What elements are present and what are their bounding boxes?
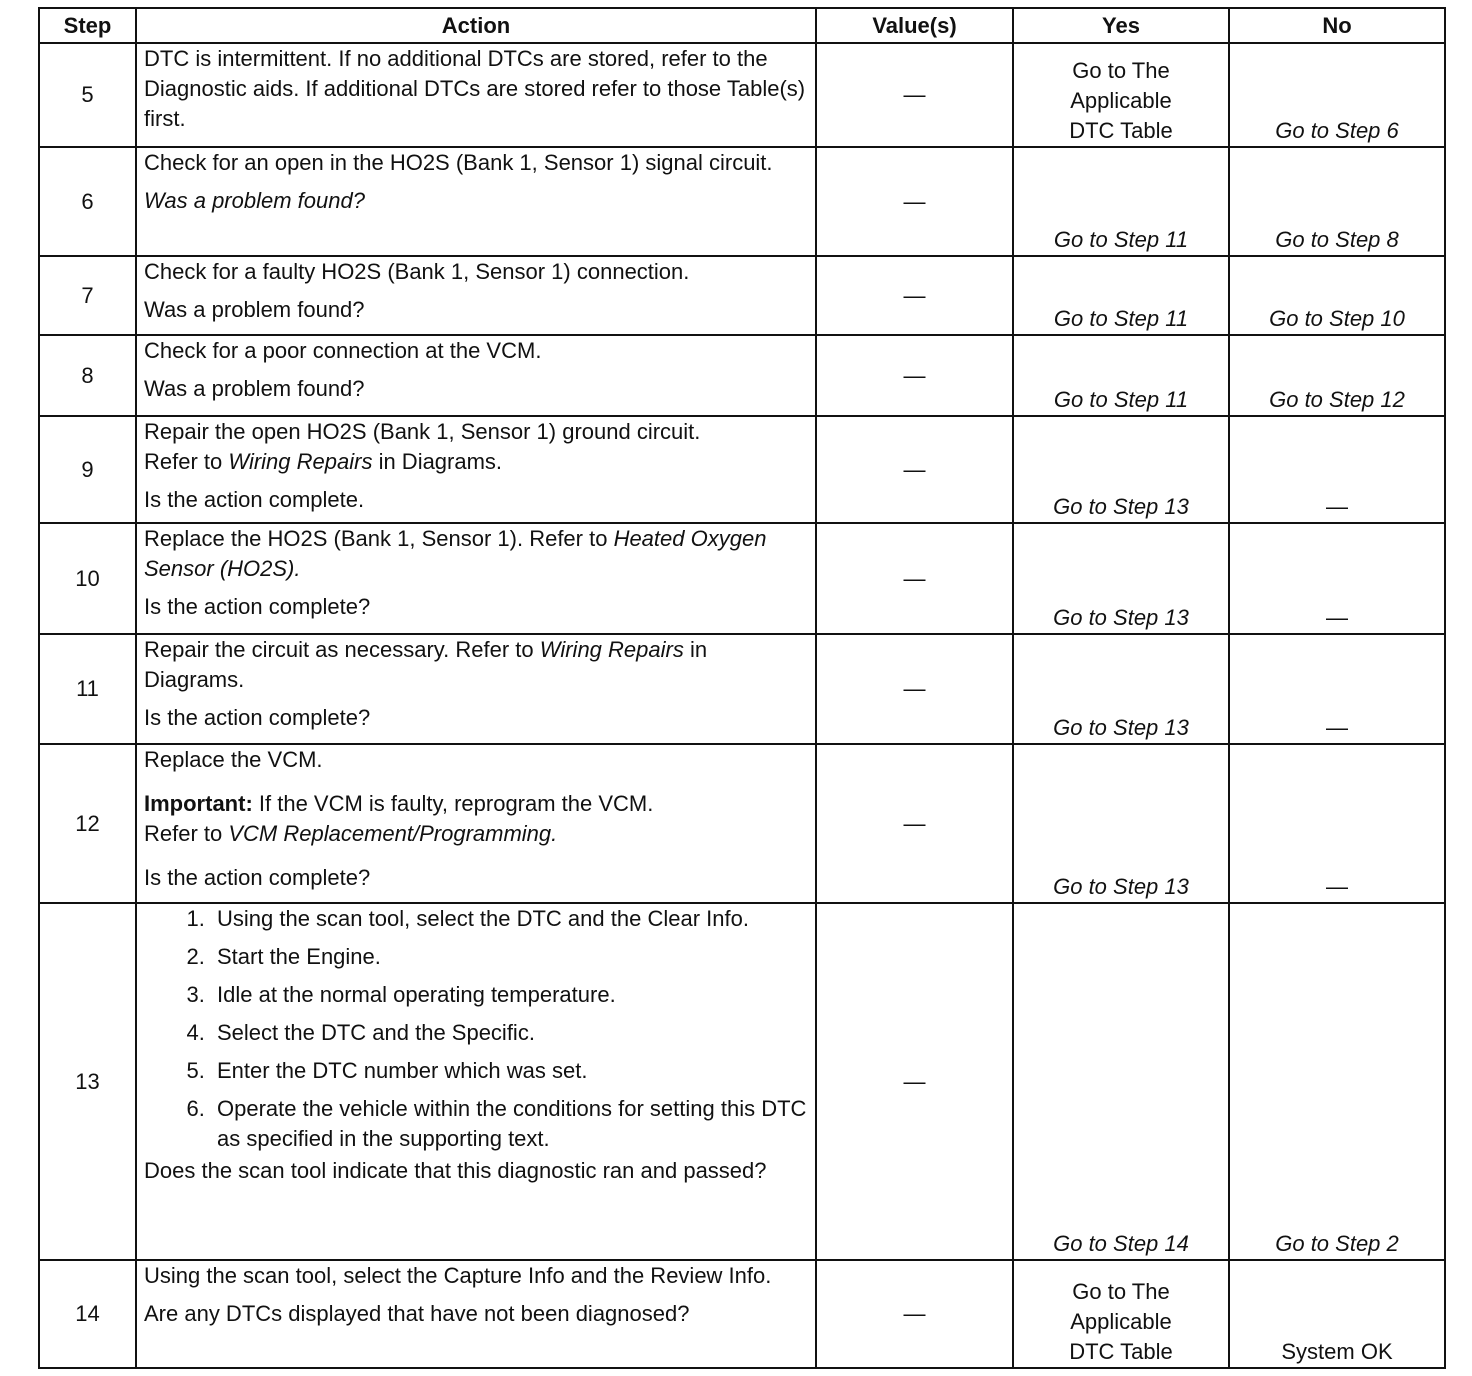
action-text: Check for a faulty HO2S (Bank 1, Sensor 1) connection. — [144, 259, 690, 284]
yes-line: Applicable — [1070, 88, 1172, 113]
action-cell — [136, 744, 816, 903]
yes-cell: Go to Step 13 — [1013, 634, 1229, 744]
yes-cell: Go to Step 11 — [1013, 256, 1229, 335]
table-row-step-6 — [39, 147, 1445, 256]
table-row-step-14 — [39, 1260, 1445, 1368]
step-number: 13 — [39, 903, 136, 1260]
action-prefix: Repair the circuit as necessary. Refer to — [144, 637, 540, 662]
step-number: 5 — [39, 43, 136, 147]
no-cell: Go to Step 12 — [1229, 335, 1445, 416]
value-cell: — — [816, 903, 1013, 1260]
refer-text: Refer to — [144, 821, 229, 846]
table-row-step-10 — [39, 523, 1445, 634]
yes-line: Go to The — [1072, 58, 1170, 83]
header-row — [39, 8, 1445, 43]
value-cell: — — [816, 147, 1013, 256]
yes-cell: Go to Step 13 — [1013, 523, 1229, 634]
action-text: Using the scan tool, select the Capture Info and the Review Info. — [144, 1263, 772, 1288]
reference-link: Wiring Repairs — [228, 449, 373, 474]
action-question: Was a problem found? — [144, 188, 365, 213]
no-cell: — — [1229, 634, 1445, 744]
table-row-step-8 — [39, 335, 1445, 416]
action-cell — [136, 256, 816, 335]
value-cell: — — [816, 416, 1013, 523]
action-text: Check for a poor connection at the VCM. — [144, 338, 542, 363]
step-number: 7 — [39, 256, 136, 335]
refer-text: Refer to — [144, 449, 229, 474]
no-cell: System OK — [1229, 1260, 1445, 1368]
step-number: 14 — [39, 1260, 136, 1368]
yes-cell: Go to Step 13 — [1013, 744, 1229, 903]
yes-cell — [1013, 1260, 1229, 1368]
reference-link: Wiring Repairs — [539, 637, 684, 662]
yes-line: DTC Table — [1069, 118, 1173, 143]
step-number: 8 — [39, 335, 136, 416]
table-row-step-7 — [39, 256, 1445, 335]
step-number: 12 — [39, 744, 136, 903]
action-cell — [136, 523, 816, 634]
refer-suffix: in Diagrams. — [372, 449, 503, 474]
yes-cell: Go to Step 14 — [1013, 903, 1229, 1260]
action-text: Replace the VCM. — [144, 747, 323, 772]
header-values: Value(s) — [816, 8, 1013, 43]
reference-link: VCM Replacement/Programming. — [228, 821, 558, 846]
action-cell — [136, 335, 816, 416]
list-item: 2. Start the Engine. — [211, 942, 808, 972]
action-text: Repair the open HO2S (Bank 1, Sensor 1) ground circuit. — [144, 419, 701, 444]
action-text — [144, 635, 808, 695]
header-step: Step — [39, 8, 136, 43]
action-cell — [136, 147, 816, 256]
action-reference — [144, 447, 808, 477]
table-row-step-9 — [39, 416, 1445, 523]
no-cell: Go to Step 10 — [1229, 256, 1445, 335]
list-item: 4. Select the DTC and the Specific. — [211, 1018, 808, 1048]
step-number: 9 — [39, 416, 136, 523]
list-item: 1. Using the scan tool, select the DTC and the Clear Info. — [211, 904, 808, 934]
action-question: Is the action complete? — [144, 865, 371, 890]
table-row-step-12 — [39, 744, 1445, 903]
important-text: If the VCM is faulty, reprogram the VCM. — [252, 791, 654, 816]
action-cell — [136, 634, 816, 744]
action-cell — [136, 43, 816, 147]
no-cell: Go to Step 8 — [1229, 147, 1445, 256]
step-number: 6 — [39, 147, 136, 256]
value-cell: — — [816, 1260, 1013, 1368]
value-cell: — — [816, 256, 1013, 335]
yes-cell — [1013, 43, 1229, 147]
action-cell — [136, 1260, 816, 1368]
yes-cell: Go to Step 11 — [1013, 335, 1229, 416]
action-question: Does the scan tool indicate that this diagnostic ran and passed? — [144, 1158, 767, 1183]
list-item: 3. Idle at the normal operating temperature. — [211, 980, 808, 1010]
yes-line: Applicable — [1070, 1309, 1172, 1334]
step-number: 10 — [39, 523, 136, 634]
header-action: Action — [136, 8, 816, 43]
action-reference — [144, 819, 808, 849]
table-row-step-11 — [39, 634, 1445, 744]
table-row-step-13 — [39, 903, 1445, 1260]
no-cell: Go to Step 6 — [1229, 43, 1445, 147]
action-question: Was a problem found? — [144, 297, 365, 322]
step-number: 11 — [39, 634, 136, 744]
action-question: Is the action complete? — [144, 594, 371, 619]
header-no: No — [1229, 8, 1445, 43]
action-text: DTC is intermittent. If no additional DTCs are stored, refer to the Diagnostic aids. If additional DTCs are stored refer to those Table(s) first. — [144, 46, 806, 131]
header-yes: Yes — [1013, 8, 1229, 43]
refer-suffix: in Diagrams. — [144, 637, 708, 692]
list-item: 5. Enter the DTC number which was set. — [211, 1056, 808, 1086]
action-question: Is the action complete? — [144, 705, 371, 730]
yes-line: DTC Table — [1069, 1339, 1173, 1364]
action-cell — [136, 903, 816, 1260]
important-note — [144, 789, 808, 819]
reference-link: Heated Oxygen Sensor (HO2S). — [144, 526, 767, 581]
diagnostic-table — [38, 7, 1446, 1369]
table-row-step-5 — [39, 43, 1445, 147]
action-question: Is the action complete. — [144, 487, 365, 512]
yes-line: Go to The — [1072, 1279, 1170, 1304]
action-text: Check for an open in the HO2S (Bank 1, Sensor 1) signal circuit. — [144, 150, 773, 175]
value-cell: — — [816, 43, 1013, 147]
no-cell: — — [1229, 744, 1445, 903]
action-cell — [136, 416, 816, 523]
procedure-list — [144, 904, 808, 1154]
yes-cell: Go to Step 11 — [1013, 147, 1229, 256]
yes-cell: Go to Step 13 — [1013, 416, 1229, 523]
important-label: Important: — [144, 791, 253, 816]
action-prefix: Replace the HO2S (Bank 1, Sensor 1). Refer to — [144, 526, 614, 551]
action-question: Are any DTCs displayed that have not been diagnosed? — [144, 1301, 690, 1326]
no-cell: — — [1229, 523, 1445, 634]
value-cell: — — [816, 523, 1013, 634]
action-question: Was a problem found? — [144, 376, 365, 401]
value-cell: — — [816, 335, 1013, 416]
no-cell: Go to Step 2 — [1229, 903, 1445, 1260]
action-text — [144, 524, 808, 584]
list-item: 6. Operate the vehicle within the conditions for setting this DTC as specified in the supporting text. — [211, 1094, 808, 1154]
value-cell: — — [816, 744, 1013, 903]
no-cell: — — [1229, 416, 1445, 523]
value-cell: — — [816, 634, 1013, 744]
